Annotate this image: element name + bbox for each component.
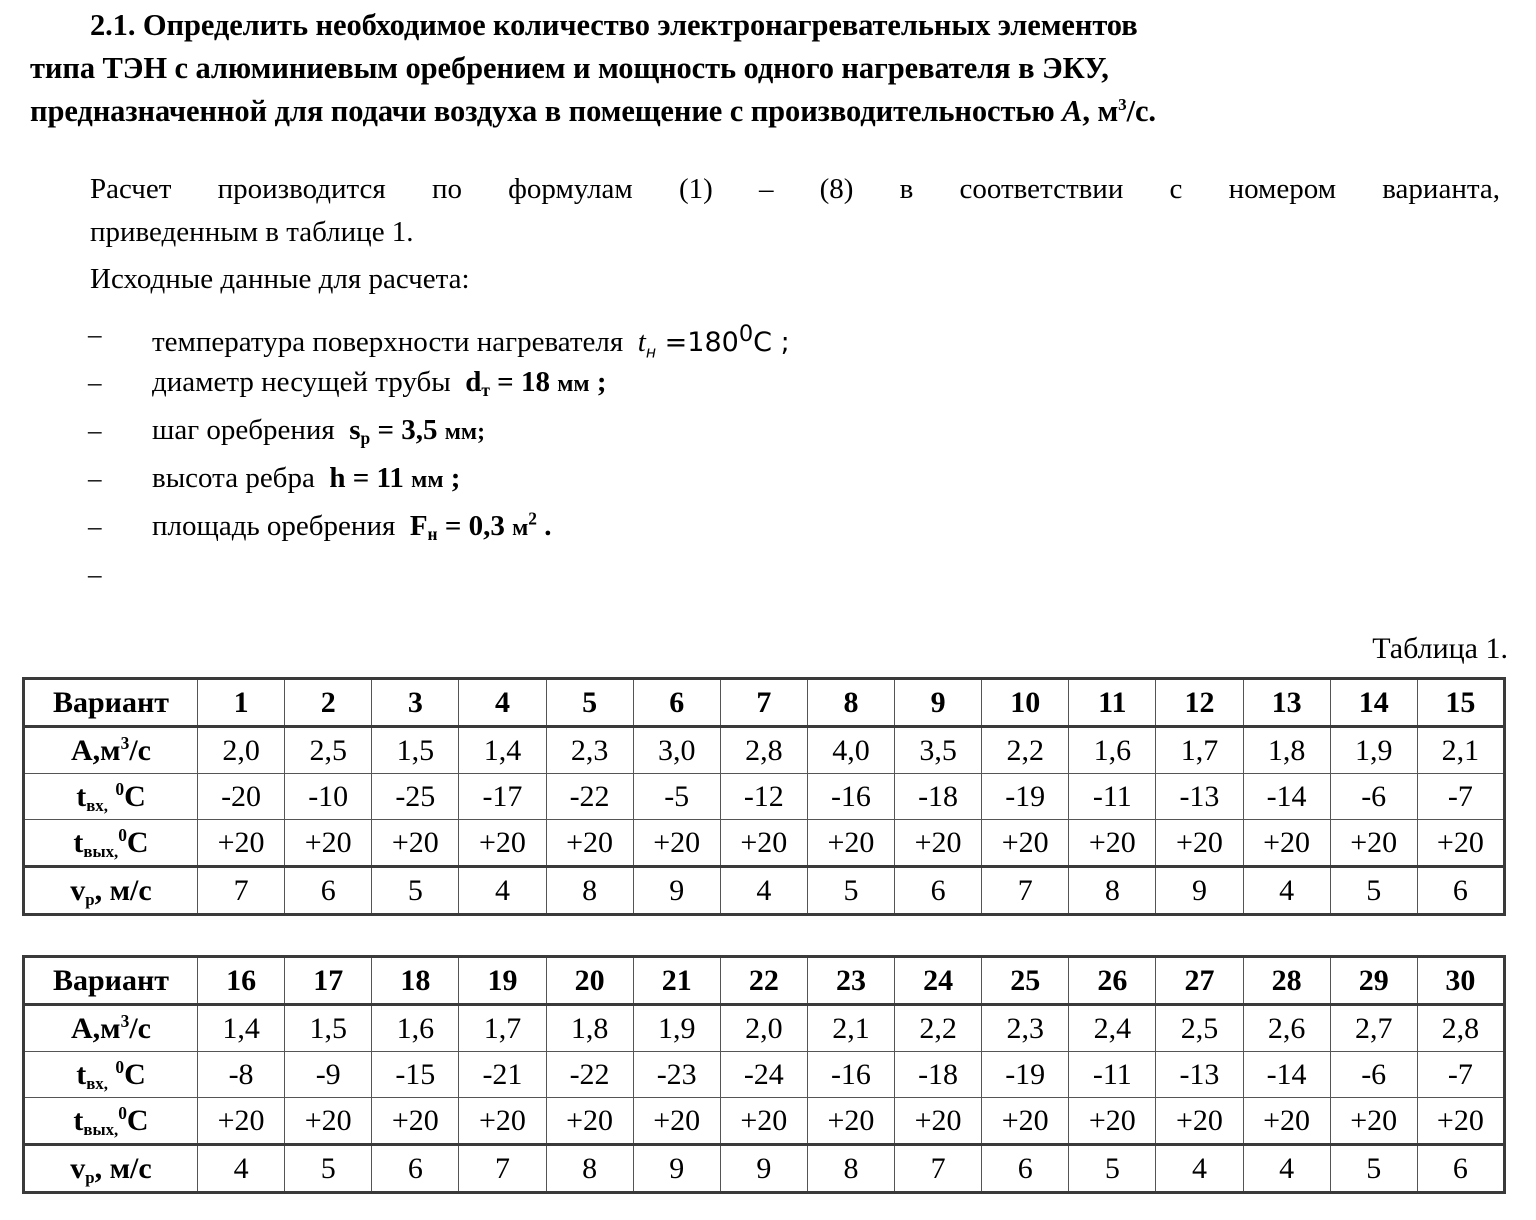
list-item-content — [152, 502, 552, 552]
table-cell: 2,2 — [982, 727, 1069, 774]
row-label-base: A,м — [71, 1011, 121, 1045]
row-label-subscript: вх, — [86, 795, 108, 815]
row-label-subscript: вых, — [83, 1119, 119, 1139]
table-cell: 1,4 — [198, 1005, 285, 1052]
initial-data-list — [88, 310, 1388, 594]
table-cell: -12 — [720, 774, 807, 820]
row-label-inlet-temp — [24, 1052, 198, 1098]
dash-bullet-icon: – — [88, 463, 102, 493]
list-item-label: шаг оребрения — [152, 414, 335, 446]
table-cell: -22 — [546, 1052, 633, 1098]
table-cell: 5 — [372, 867, 459, 915]
list-item-formula — [329, 462, 460, 494]
list-item-content — [152, 454, 460, 504]
row-label-exponent: 3 — [120, 732, 130, 753]
row-label-unit: C — [126, 1103, 149, 1137]
table-cell: 9 — [1156, 867, 1243, 915]
table-header-cell: 9 — [895, 679, 982, 727]
table-cell: 9 — [720, 1145, 807, 1193]
table-cell: 3,0 — [633, 727, 720, 774]
table-header-cell: 21 — [633, 957, 720, 1005]
table-cell: +20 — [895, 820, 982, 867]
row-label-flowrate — [24, 1005, 198, 1052]
list-item — [88, 310, 1388, 362]
table-cell: 7 — [982, 867, 1069, 915]
formula-equation: = 0,3 — [437, 510, 505, 542]
table-cell: +20 — [1243, 820, 1330, 867]
table-cell: 2,2 — [895, 1005, 982, 1052]
formula-unit: м — [512, 515, 529, 541]
title-variable-a: A — [1062, 94, 1083, 128]
row-label-subscript: р — [85, 1167, 95, 1187]
table-cell: 1,7 — [1156, 727, 1243, 774]
formula-subscript: р — [360, 427, 371, 448]
table-row — [24, 1145, 1505, 1193]
formula-equation: = 18 — [489, 366, 550, 398]
table-cell: 6 — [982, 1145, 1069, 1193]
list-item-label: площадь оребрения — [152, 510, 396, 542]
table-header-cell: 2 — [285, 679, 372, 727]
formula-equation: =180 — [656, 327, 739, 358]
dash-bullet-icon: – — [88, 415, 102, 445]
table-cell: 1,6 — [1069, 727, 1156, 774]
table-header-row — [24, 957, 1505, 1005]
table-cell: 9 — [633, 867, 720, 915]
table-cell: -13 — [1156, 774, 1243, 820]
table-cell: +20 — [1417, 1098, 1504, 1145]
row-label-degree: 0 — [118, 824, 127, 845]
table-row — [24, 774, 1505, 820]
table-cell: -23 — [633, 1052, 720, 1098]
table-row — [24, 1052, 1505, 1098]
formula-variable: h — [329, 462, 346, 494]
table-cell: 5 — [1330, 1145, 1417, 1193]
table-cell: -11 — [1069, 774, 1156, 820]
table-cell: 1,4 — [459, 727, 546, 774]
formula-unit: мм — [411, 467, 444, 493]
table-cell: -18 — [895, 1052, 982, 1098]
list-item-formula — [637, 321, 790, 362]
table-header-cell: 14 — [1330, 679, 1417, 727]
table-header-cell: 7 — [720, 679, 807, 727]
formula-tail: ; — [443, 462, 461, 494]
table-header-cell: 11 — [1069, 679, 1156, 727]
table-header-cell: 24 — [895, 957, 982, 1005]
list-item-content — [152, 406, 485, 456]
table-header-cell: 23 — [807, 957, 894, 1005]
row-label-degree: 0 — [118, 1102, 127, 1123]
list-item-content — [152, 358, 607, 408]
table-cell: +20 — [720, 1098, 807, 1145]
table-cell: +20 — [285, 820, 372, 867]
table-cell: 2,7 — [1330, 1005, 1417, 1052]
variants-table-1 — [22, 677, 1506, 916]
table-cell: -13 — [1156, 1052, 1243, 1098]
table-cell: 5 — [1069, 1145, 1156, 1193]
table-cell: -15 — [372, 1052, 459, 1098]
table-cell: +20 — [1243, 1098, 1330, 1145]
table-caption: Таблица 1. — [1372, 632, 1508, 665]
formula-variable: s — [349, 414, 361, 446]
table-cell: -21 — [459, 1052, 546, 1098]
intro-paragraph-line-1: Расчет производится по формулам (1) – (8) в соответствии с номером варианта, — [90, 173, 1500, 205]
row-label-outlet-temp — [24, 1098, 198, 1145]
row-label-unit: C — [124, 1057, 146, 1091]
formula-equation: = 11 — [345, 462, 404, 494]
list-item-formula — [410, 510, 552, 542]
table-cell: -9 — [285, 1052, 372, 1098]
table-row — [24, 820, 1505, 867]
table-cell: 8 — [1069, 867, 1156, 915]
formula-variable: F — [409, 510, 428, 542]
dash-bullet-icon: – — [88, 511, 102, 541]
table-cell: 4 — [459, 867, 546, 915]
row-label-velocity — [24, 867, 198, 915]
row-label-unit: /c — [129, 733, 151, 767]
row-label-unit: C — [126, 825, 149, 859]
row-label-subscript: р — [85, 889, 95, 909]
table-header-row — [24, 679, 1505, 727]
table-cell: -16 — [807, 1052, 894, 1098]
row-label-unit: C — [124, 779, 146, 813]
table-cell: 2,3 — [546, 727, 633, 774]
table-header-cell: 8 — [807, 679, 894, 727]
table-cell: 2,5 — [1156, 1005, 1243, 1052]
table-row — [24, 867, 1505, 915]
formula-unit: мм — [557, 371, 590, 397]
table-cell: +20 — [1156, 820, 1243, 867]
list-item-formula — [349, 414, 485, 446]
table-cell: 2,6 — [1243, 1005, 1330, 1052]
table-cell: 7 — [459, 1145, 546, 1193]
row-label-unit: /c — [129, 1011, 151, 1045]
table-cell: 2,0 — [720, 1005, 807, 1052]
table-row — [24, 1005, 1505, 1052]
initial-data-heading: Исходные данные для расчета: — [90, 263, 470, 295]
title-line-3 — [30, 90, 1510, 133]
dash-bullet-icon: – — [88, 319, 102, 349]
table-cell: +20 — [1330, 1098, 1417, 1145]
table-cell: 2,8 — [1417, 1005, 1504, 1052]
table-row — [24, 1098, 1505, 1145]
table-cell: +20 — [633, 820, 720, 867]
row-label-exponent: 3 — [120, 1010, 130, 1031]
table-header-cell: 1 — [198, 679, 285, 727]
formula-superscript: 0 — [738, 321, 754, 347]
table-cell: +20 — [982, 1098, 1069, 1145]
table-cell: 2,4 — [1069, 1005, 1156, 1052]
table-cell: +20 — [807, 1098, 894, 1145]
table-cell: 1,9 — [633, 1005, 720, 1052]
row-label-subscript: вх, — [86, 1073, 108, 1093]
table-cell: 2,5 — [285, 727, 372, 774]
table-header-cell: 19 — [459, 957, 546, 1005]
table-cell: -22 — [546, 774, 633, 820]
row-label-base: t — [76, 1057, 87, 1091]
table-cell: 1,8 — [1243, 727, 1330, 774]
table-header-cell: 4 — [459, 679, 546, 727]
table-cell: 2,3 — [982, 1005, 1069, 1052]
formula-tail: ; — [772, 327, 790, 358]
table-cell: +20 — [807, 820, 894, 867]
variants-table-2 — [22, 955, 1506, 1194]
table-cell: -8 — [198, 1052, 285, 1098]
list-item — [88, 406, 1388, 454]
list-item — [88, 502, 1388, 550]
formula-subscript: т — [481, 379, 490, 400]
table-cell: 8 — [546, 867, 633, 915]
table-header-cell: 10 — [982, 679, 1069, 727]
list-item-label: диаметр несущей трубы — [152, 366, 451, 398]
table-cell: 2,8 — [720, 727, 807, 774]
page-title — [30, 4, 1510, 133]
list-item-empty — [88, 550, 1388, 594]
table-cell: 4 — [1243, 867, 1330, 915]
table-cell: -24 — [720, 1052, 807, 1098]
formula-unit: мм; — [444, 419, 486, 445]
table-cell: 8 — [807, 1145, 894, 1193]
table-cell: -10 — [285, 774, 372, 820]
table-cell: 7 — [895, 1145, 982, 1193]
table-cell: 9 — [633, 1145, 720, 1193]
table-cell: -16 — [807, 774, 894, 820]
table-cell: +20 — [459, 1098, 546, 1145]
table-header-cell: 13 — [1243, 679, 1330, 727]
row-label-outlet-temp — [24, 820, 198, 867]
table-cell: +20 — [1069, 1098, 1156, 1145]
table-header-cell: 27 — [1156, 957, 1243, 1005]
table-cell: -17 — [459, 774, 546, 820]
table-header-cell: 17 — [285, 957, 372, 1005]
table-row — [24, 727, 1505, 774]
table-cell: -7 — [1417, 774, 1504, 820]
table-cell: 4 — [1156, 1145, 1243, 1193]
title-unit-exponent: 3 — [1118, 94, 1127, 114]
row-label-velocity — [24, 1145, 198, 1193]
table-cell: +20 — [459, 820, 546, 867]
dash-bullet-icon: – — [88, 367, 102, 397]
table-cell: 4,0 — [807, 727, 894, 774]
row-label-base: v — [70, 873, 86, 907]
list-item-label: температура поверхности нагревателя — [152, 326, 624, 358]
header-variant-label: Вариант — [24, 957, 198, 1005]
table-cell: -25 — [372, 774, 459, 820]
table-cell: 2,1 — [807, 1005, 894, 1052]
formula-subscript: н — [427, 523, 438, 544]
formula-tail: ; — [589, 366, 607, 398]
table-header-cell: 22 — [720, 957, 807, 1005]
formula-tail: . — [537, 510, 552, 542]
table-cell: 4 — [198, 1145, 285, 1193]
table-header-cell: 18 — [372, 957, 459, 1005]
list-item — [88, 454, 1388, 502]
title-unit-end: /с. — [1126, 94, 1156, 128]
row-label-subscript: вых, — [83, 841, 119, 861]
table-header-cell: 29 — [1330, 957, 1417, 1005]
table-cell: +20 — [372, 1098, 459, 1145]
table-cell: 5 — [807, 867, 894, 915]
title-line-3-text: предназначенной для подачи воздуха в помещение с производительностью — [30, 94, 1063, 128]
table-cell: 5 — [1330, 867, 1417, 915]
row-label-base: t — [73, 1103, 84, 1137]
table-cell: 5 — [285, 1145, 372, 1193]
formula-unit: C — [753, 327, 772, 358]
intro-paragraph — [90, 168, 1500, 254]
table-cell: +20 — [198, 820, 285, 867]
table-header-cell: 20 — [546, 957, 633, 1005]
table-cell: 6 — [1417, 1145, 1504, 1193]
table-body — [24, 1005, 1505, 1193]
table-cell: -14 — [1243, 774, 1330, 820]
table-cell: -11 — [1069, 1052, 1156, 1098]
table-cell: -6 — [1330, 1052, 1417, 1098]
table-cell: 6 — [895, 867, 982, 915]
table-header-cell: 3 — [372, 679, 459, 727]
table-header-cell: 16 — [198, 957, 285, 1005]
table-cell: +20 — [720, 820, 807, 867]
table-cell: -19 — [982, 774, 1069, 820]
row-label-degree: 0 — [115, 778, 125, 799]
table-cell: 8 — [546, 1145, 633, 1193]
table-cell: +20 — [1156, 1098, 1243, 1145]
row-label-flowrate — [24, 727, 198, 774]
table-cell: +20 — [982, 820, 1069, 867]
table-cell: 1,5 — [372, 727, 459, 774]
formula-superscript: 2 — [528, 508, 537, 529]
table-cell: -14 — [1243, 1052, 1330, 1098]
table-cell: -5 — [633, 774, 720, 820]
table-cell: +20 — [546, 820, 633, 867]
table-cell: +20 — [546, 1098, 633, 1145]
table-cell: 1,7 — [459, 1005, 546, 1052]
table-cell: 1,9 — [1330, 727, 1417, 774]
table-cell: 1,8 — [546, 1005, 633, 1052]
table-cell: 6 — [1417, 867, 1504, 915]
formula-subscript: н — [645, 342, 657, 362]
table-cell: +20 — [1330, 820, 1417, 867]
table-cell: -7 — [1417, 1052, 1504, 1098]
dash-bullet-icon: – — [88, 559, 102, 589]
row-label-unit: , м/с — [94, 1151, 152, 1185]
table-cell: -19 — [982, 1052, 1069, 1098]
table-header-cell: 25 — [982, 957, 1069, 1005]
formula-equation: = 3,5 — [370, 414, 438, 446]
table-header-cell: 15 — [1417, 679, 1504, 727]
row-label-base: t — [73, 825, 84, 859]
table-cell: +20 — [633, 1098, 720, 1145]
table-cell: 6 — [285, 867, 372, 915]
title-line-2: типа ТЭН с алюминиевым оребрением и мощность одного нагревателя в ЭКУ, — [30, 51, 1109, 85]
row-label-unit: , м/с — [94, 873, 152, 907]
table-cell: -6 — [1330, 774, 1417, 820]
formula-variable: t — [637, 326, 646, 358]
table-header-cell: 28 — [1243, 957, 1330, 1005]
table-cell: +20 — [198, 1098, 285, 1145]
table-header-cell: 5 — [546, 679, 633, 727]
table-body — [24, 727, 1505, 915]
table-cell: +20 — [372, 820, 459, 867]
table-header-cell: 6 — [633, 679, 720, 727]
table-header-cell: 30 — [1417, 957, 1504, 1005]
list-item-formula — [465, 366, 606, 398]
table-cell: 1,5 — [285, 1005, 372, 1052]
table-cell: -20 — [198, 774, 285, 820]
table-header-cell: 26 — [1069, 957, 1156, 1005]
table-cell: 1,6 — [372, 1005, 459, 1052]
table-cell: +20 — [895, 1098, 982, 1145]
table-header-cell: 12 — [1156, 679, 1243, 727]
title-unit: , м — [1082, 94, 1119, 128]
table-cell: +20 — [1069, 820, 1156, 867]
table-cell: 4 — [1243, 1145, 1330, 1193]
row-label-base: t — [76, 779, 87, 813]
table-cell: 2,1 — [1417, 727, 1504, 774]
title-line-1: 2.1. Определить необходимое количество электронагревательных элементов — [90, 8, 1138, 42]
row-label-base: v — [70, 1151, 86, 1185]
row-label-degree: 0 — [115, 1056, 125, 1077]
header-variant-label: Вариант — [24, 679, 198, 727]
table-cell: +20 — [1417, 820, 1504, 867]
table-cell: 7 — [198, 867, 285, 915]
row-label-base: A,м — [71, 733, 121, 767]
intro-paragraph-line-2: приведенным в таблице 1. — [90, 216, 414, 248]
table-cell: 2,0 — [198, 727, 285, 774]
list-item-label: высота ребра — [152, 462, 315, 494]
table-cell: 4 — [720, 867, 807, 915]
table-cell: +20 — [285, 1098, 372, 1145]
table-cell: 3,5 — [895, 727, 982, 774]
list-item — [88, 358, 1388, 406]
table-cell: -18 — [895, 774, 982, 820]
formula-variable: d — [465, 366, 482, 398]
row-label-inlet-temp — [24, 774, 198, 820]
table-cell: 6 — [372, 1145, 459, 1193]
